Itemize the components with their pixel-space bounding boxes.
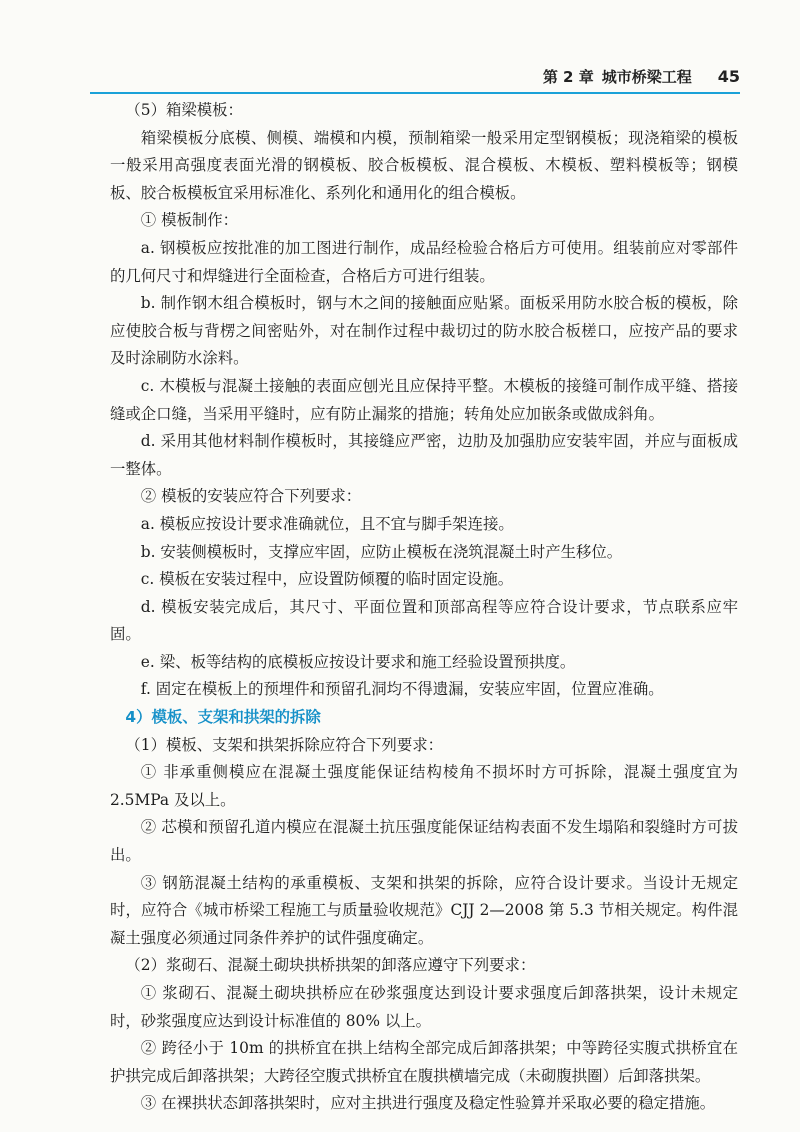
paragraph: d. 采用其他材料制作模板时，其接缝应严密，边肋及加强肋应安装牢固，并应与面板成一整体。	[110, 432, 738, 478]
paragraph: ③ 钢筋混凝土结构的承重模板、支架和拱架的拆除，应符合设计要求。当设计无规定时，应符合《城市桥梁工程施工与质量验收规范》CJJ 2—2008 第 5.3 节相关规定。构件混凝土强度必须通过同条件养护的试件强度确定。	[110, 873, 738, 947]
chapter-label: 第 2 章	[542, 68, 594, 86]
paragraph: ③ 在裸拱状态卸落拱架时，应对主拱进行强度及稳定性验算并采取必要的稳定措施。	[140, 1094, 716, 1113]
paragraph: f. 固定在模板上的预埋件和预留孔洞均不得遗漏，安装应牢固，位置应准确。	[140, 680, 664, 699]
paragraph: c. 模板在安装过程中，应设置防倾覆的临时固定设施。	[140, 570, 514, 589]
paragraph: （2）浆砌石、混凝土砌块拱桥拱架的卸落应遵守下列要求：	[125, 956, 536, 975]
paragraph: ① 非承重侧模应在混凝土强度能保证结构棱角不损坏时方可拆除，混凝土强度宜为 2.5MPa 及以上。	[110, 763, 738, 809]
paragraph: a. 钢模板应按批准的加工图进行制作，成品经检验合格后方可使用。组装前应对零部件的几何尺寸和焊缝进行全面检查，合格后方可进行组装。	[110, 238, 738, 285]
paragraph: ① 模板制作：	[140, 211, 239, 230]
paragraph: ② 跨径小于 10m 的拱桥宜在拱上结构全部完成后卸落拱架；中等跨径实腹式拱桥宜在护拱完成后卸落拱架；大跨径空腹式拱桥宜在腹拱横墙完成（未砌腹拱圈）后卸落拱架。	[110, 1039, 738, 1085]
paragraph: c. 木模板与混凝土接触的表面应刨光且应保持平整。木模板的接缝可制作成平缝、搭接缝或企口缝，当采用平缝时，应有防止漏浆的措施；转角处应加嵌条或做成斜角。	[110, 376, 738, 423]
paragraph: （5）箱梁模板：	[125, 101, 243, 119]
paragraph: ② 芯模和预留孔道内模应在混凝土抗压强度能保证结构表面不发生塌陷和裂缝时方可拔出。	[110, 818, 738, 865]
paragraph: d. 模板安装完成后，其尺寸、平面位置和顶部高程等应符合设计要求，节点联系应牢固。	[110, 597, 738, 644]
paragraph: b. 制作钢木组合模板时，钢与木之间的接触面应贴紧。面板采用防水胶合板的模板，除应使胶合板与背楞之间密贴外，对在制作过程中裁切过的防水胶合板槎口，应按产品的要求及时涂刷防水涂料。	[110, 294, 738, 368]
paragraph: e. 梁、板等结构的底模板应按设计要求和施工经验设置预拱度。	[140, 652, 576, 671]
page-header	[90, 66, 740, 88]
paragraph: ① 浆砌石、混凝土砌块拱桥应在砂浆强度达到设计要求强度后卸落拱架，设计未规定时，砂浆强度应达到设计标准值的 80% 以上。	[110, 984, 738, 1030]
paragraph: 箱梁模板分底模、侧模、端模和内模，预制箱梁一般采用定型钢模板；现浇箱梁的模板一般采用高强度表面光滑的钢模板、胶合板模板、混合模板、木模板、塑料模板等；钢模板、胶合板模板宜采用标准化、系列化和通用化的组合模板。	[110, 128, 738, 202]
header-rule	[90, 92, 740, 94]
paragraph: （1）模板、支架和拱架拆除应符合下列要求：	[125, 735, 443, 754]
section-heading: 4）模板、支架和拱架的拆除	[125, 708, 321, 727]
page-number: 45	[717, 67, 740, 86]
page-body	[110, 97, 738, 1118]
chapter-title: 城市桥梁工程	[601, 68, 692, 86]
paragraph: ② 模板的安装应符合下列要求：	[140, 487, 362, 506]
paragraph: a. 模板应按设计要求准确就位，且不宜与脚手架连接。	[140, 514, 514, 533]
paragraph: b. 安装侧模板时，支撑应牢固，应防止模板在浇筑混凝土时产生移位。	[140, 542, 623, 561]
